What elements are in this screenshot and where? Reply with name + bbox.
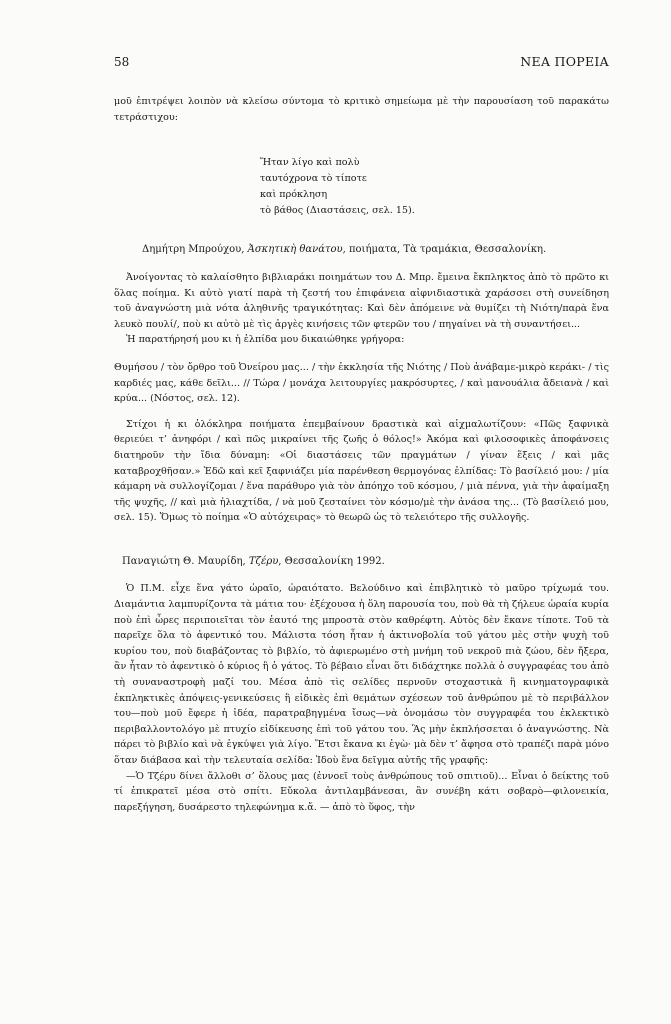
poem-line: ταυτόχρονα τὸ τίποτε <box>260 172 367 184</box>
poem-line: τὸ βάθος (Διαστάσεις, σελ. 15). <box>260 204 415 216</box>
review-author: Παναγιώτη Θ. Μαυρίδη, <box>122 555 249 567</box>
review-paragraph: Στίχοι ἡ κι ὁλόκληρα ποιήματα ἐπεμβαίνουν δραστικὰ καὶ αἰχμαλωτίζουν: «Πῶς ξαφνικὰ θεριεύει τ’ ἀνηφόρι / καὶ πῶς μικραίνει τῆς ζωῆς ὁ θόλος!» Ἀκόμα καὶ φιλοσοφικὲς ἀποφάνσεις διατηροῦν τὴν ἴδια δύναμη: «Οἱ διαστάσεις τῶν πραγμάτων / γίναν ἕξεις / καὶ μᾶς καταβροχθῆσαν.» Ἐδῶ καὶ κεῖ ξαφνιάζει μία παρένθεση θερμογόνας ἐλπίδας: Τὸ βασίλειό μου: / μία κάμαρη νὰ συλλογίζομαι / ἕνα παράθυρο γιὰ τὸν ἀπόηχο τοῦ κόσμου, / μιὰ πέννα, γιὰ τὴν ἀφαίμαξη τῆς ψυχῆς, // καὶ μιὰ ἡλιαχτίδα, / νὰ μοῦ ζεσταίνει τὸν κόσμο/μὲ τὴν ἀνάσα της... (Τὸ βασίλειό μου, σελ. 15). Ὅμως τὸ ποίημα «Ὁ αὐτόχειρας» τὸ θεωρῶ ὡς τὸ τελειότερο τῆς συλλογῆς. <box>114 418 609 524</box>
review-details: , ποιήματα, Τὰ τραμάκια, Θεσσαλονίκη. <box>342 244 547 256</box>
review-paragraph: —Ὁ Τζέρυ δίνει ἄλλοθι σ’ ὅλους μας (ἐννοεῖ τοὺς ἀνθρώπους τοῦ σπιτιοῦ)... Εἶναι ὁ δείκτης τοῦ τί ἐπικρατεῖ μέσα στὸ σπίτι. Εὔκολα ἀντιλαμβάνεσαι, ἂν συνέβη κάτι σοβαρὸ—φιλονεικία, παρεξήγηση, δυσάρεστο τηλεφώνημα κ.ἄ. — ἀπὸ τὸ ὕφος, τὴν <box>114 770 609 813</box>
review-author: Δημήτρη Μπρούχου, <box>142 244 248 256</box>
review-heading <box>114 554 609 570</box>
review-paragraph: Ὁ Π.Μ. εἶχε ἕνα γάτο ὡραῖο, ὡραιότατο. Βελούδινο καὶ ἐπιβλητικὸ τὸ μαῦρο τρίχωμά του. Διαμάντια λαμπυρίζοντα τὰ μάτια του· ἐξέχουσα ἡ ὅλη παρουσία του, ποὺ θὰ τὴ ζήλευε ὡραία κυρία ποὺ ἐπὶ ὧρες περιποιεῖται τὸν ἑαυτό της μπροστὰ στὸν καθρέφτη. Αὐτὸς δὲν ἔκανε τίποτε. Τοῦ τὰ παρεῖχε ὅλα τὸ ἀφεντικό του. Μάλιστα τόση ἦταν ἡ ἀκτινοβολία τοῦ γάτου μὲς στὴν ψυχὴ τοῦ κυρίου του, ποὺ διαβάζοντας τὸ βιβλίο, τὸ ἀφιερωμένο στὴ μνήμη τοῦ νεκροῦ πιὰ ζώου, δὲν ἤξερα, ἂν ἦταν τὸ ἀφεντικὸ ὁ κύριος ἢ ὁ γάτος. Τὸ βέβαιο εἶναι ὅτι διδάχτηκε πολλὰ ὁ συγγραφέας του ἀπὸ τὴ συναναστροφὴ μαζί του. Μέσα ἀπὸ τὶς σελίδες περνοῦν στοχαστικὰ ἢ κινηματογραφικὰ ἐκπληκτικὲς ἀπόψεις-γενικεύσεις ἢ εἰδικὲς ἐπὶ θεμάτων σχέσεων τοῦ ἀνθρώπου μὲ τὸ περιβάλλον του—ποὺ μοῦ ἔφερε ἡ ἰδέα, παρατραβηγμένα ἴσως—νὰ ὀνομάσω τὸν συγγραφέα του ἐκλεκτικὸ περιβαλλοντολόγο μὲ πτυχίο εἰδίκευσης ἐπὶ τοῦ γάτου του. Ἂς μὴν ἐκπλήσσεται ὁ ἀναγνώστης. Νὰ πάρει τὸ βιβλίο καὶ νὰ ἐγκύψει γιὰ λίγο. Ἔτσι ἔκανα κι ἐγὼ· μὰ δὲν τ’ ἄφησα στὸ τραπέζι παρὰ μόνο ὅταν διάβασα καὶ τὴν τελευταία σελίδα: Ἰδοὺ ἕνα δεῖγμα αὐτῆς τῆς γραφῆς: <box>114 583 609 766</box>
review-book-title: Τζέρυ <box>248 555 279 567</box>
intro-paragraph: μοῦ ἐπιτρέψει λοιπὸν νὰ κλείσω σύντομα τὸ κριτικὸ σημείωμα μὲ τὴν παρουσίαση τοῦ παρακάτω τετράστιχου: <box>114 96 609 123</box>
review-paragraph: Ἀνοίγοντας τὸ καλαίσθητο βιβλιαράκι ποιημάτων του Δ. Μπρ. ἔμεινα ἔκπληκτος ἀπὸ τὸ πρῶτο κι ὅλας ποίημα. Κι αὐτὸ γιατί παρὰ τὴ ζεστή του ἐπιφάνεια αἰφνιδιαστικὰ χαράσσει στὴ συνείδηση τοῦ ἀναγνώστη μιὰ νότα ἀληθινῆς τραγικότητας: Καὶ δὲν ἀπόμεινε νὰ θυμίζει τὴ Νιότη/παρὰ ἕνα λευκὸ πουλί/, ποὺ κι αὐτὸ μὲ τὶς ἀργὲς κινήσεις τῶν φτερῶν του / πηγαίνει νὰ τὴ συναντήσει... <box>114 271 609 330</box>
running-header: ΝΕΑ ΠΟΡΕΙΑ <box>520 54 609 69</box>
review-details: , Θεσσαλονίκη 1992. <box>278 555 385 567</box>
poem-line: καὶ πρόκληση <box>260 188 328 200</box>
quoted-poem <box>260 155 609 218</box>
review-book-title: Ἀσκητικὴ θανάτου <box>247 244 343 256</box>
review-quote: Θυμήσου / τὸν ὄρθρο τοῦ Ὀνείρου μας... / τὴν ἐκκλησία τῆς Νιότης / Ποὺ ἀνάβαμε-μικρὸ κεράκι- / τὶς καρδιές μας, κάθε δεῖλι... // Τώρα / μονάχα λειτουργίες μακρόσυρτες, / καὶ μανουάλια ἄδειανὰ / καὶ κρύα... (Νόστος, σελ. 12). <box>114 361 609 405</box>
review-heading <box>114 242 609 258</box>
poem-line: Ἤταν λίγο καὶ πολὺ <box>260 157 360 169</box>
review-paragraph: Ἡ παρατήρησή μου κι ἡ ἐλπίδα μου δικαιώθηκε γρήγορα: <box>126 334 405 346</box>
page-number: 58 <box>114 55 130 69</box>
page-body <box>114 94 609 815</box>
